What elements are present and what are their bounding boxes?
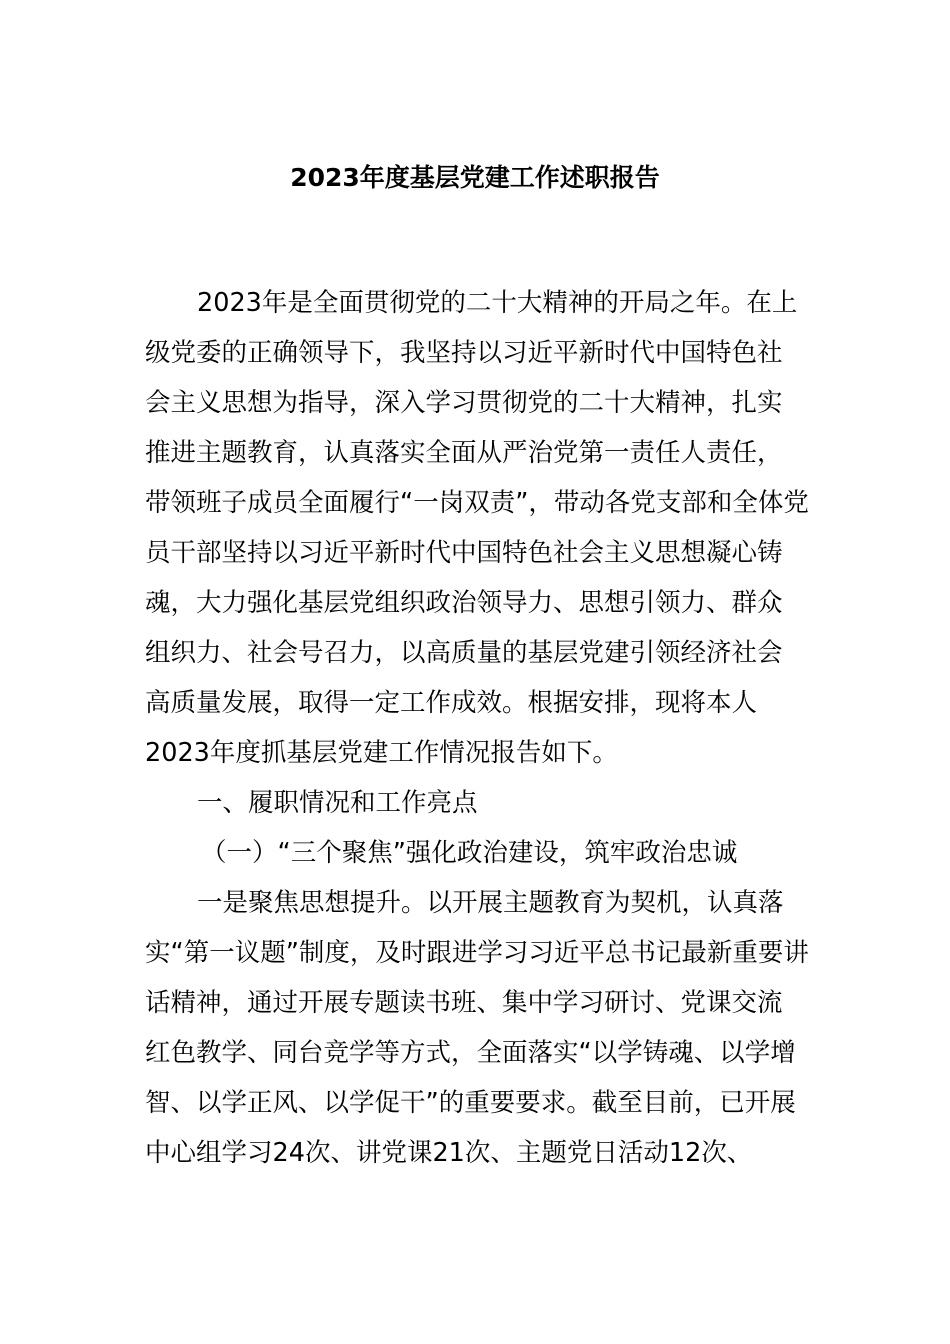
- paragraph-line: 中心组学习24次、讲党课21次、主题党日活动12次、: [145, 1138, 753, 1168]
- paragraph-line: 一是聚焦思想提升。以开展主题教育为契机，认真落: [197, 888, 784, 918]
- paragraph-line: 智、以学正风、以学促干”的重要要求。截至目前，已开展: [145, 1088, 796, 1118]
- paragraph-line: 推进主题教育，认真落实全面从严治党第一责任人责任，: [145, 438, 783, 468]
- paragraph-line: 带领班子成员全面履行“一岗双责”，带动各党支部和全体党: [145, 488, 809, 518]
- paragraph-line: 2023年度抓基层党建工作情况报告如下。: [145, 738, 618, 768]
- paragraph-line: 魂，大力强化基层党组织政治领导力、思想引领力、群众: [145, 588, 783, 618]
- paragraph-line: 高质量发展，取得一定工作成效。根据安排，现将本人: [145, 688, 758, 718]
- paragraph-line: 员干部坚持以习近平新时代中国特色社会主义思想凝心铸: [145, 538, 783, 568]
- paragraph-line: 级党委的正确领导下，我坚持以习近平新时代中国特色社: [145, 338, 783, 368]
- document-title: 2023年度基层党建工作述职报告: [290, 163, 660, 192]
- paragraph-line: 2023年是全面贯彻党的二十大精神的开局之年。在上: [197, 288, 798, 318]
- section-heading: 一、履职情况和工作亮点: [197, 788, 478, 818]
- paragraph-line: 实“第一议题”制度，及时跟进学习习近平总书记最新重要讲: [145, 938, 809, 968]
- paragraph-line: 会主义思想为指导，深入学习贯彻党的二十大精神，扎实: [145, 388, 783, 418]
- document-body: [145, 278, 810, 1178]
- paragraph-line: 话精神，通过开展专题读书班、集中学习研讨、党课交流: [145, 988, 783, 1018]
- paragraph-line: 组织力、社会号召力，以高质量的基层党建引领经济社会: [145, 638, 783, 668]
- subsection-heading: （一）“三个聚焦”强化政治建设，筑牢政治忠诚: [201, 838, 738, 868]
- paragraph-line: 红色教学、同台竞学等方式，全面落实“以学铸魂、以学增: [145, 1038, 796, 1068]
